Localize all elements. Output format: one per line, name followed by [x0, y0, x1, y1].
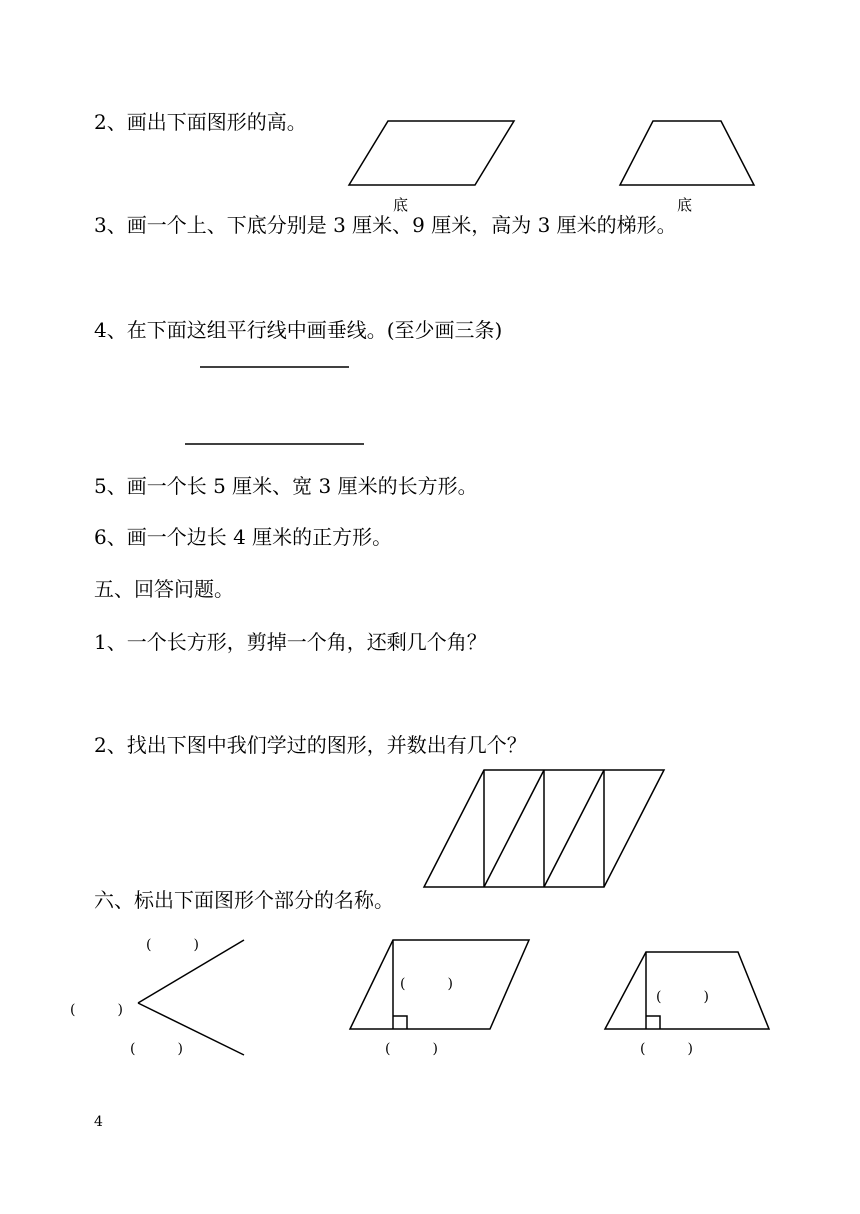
parallelogram-height-blank[interactable]: ( ) [400, 976, 453, 992]
parallelogram-base-label: 底 [393, 196, 409, 214]
angle-figure [138, 940, 244, 1055]
section-5-question-1: 1、一个长方形，剪掉一个角，还剩几个角？ [94, 630, 487, 654]
angle-side-bottom-blank[interactable]: ( ) [130, 1041, 183, 1057]
section-5-heading: 五、回答问题。 [94, 577, 234, 601]
parallelogram-base-blank[interactable]: ( ) [385, 1041, 438, 1057]
question-3-draw-trapezoid: 3、画一个上、下底分别是 3 厘米、9 厘米，高为 3 厘米的梯形。 [94, 213, 677, 237]
question-2-draw-height: 2、画出下面图形的高。 [94, 110, 307, 134]
angle-vertex-blank[interactable]: ( ) [70, 1002, 123, 1018]
q2-trapezoid [620, 121, 754, 185]
angle-side-top-blank[interactable]: ( ) [146, 937, 199, 953]
page-number: 4 [94, 1114, 103, 1130]
section-5-question-2: 2、找出下图中我们学过的图形，并数出有几个？ [94, 733, 527, 757]
q2-parallelogram [349, 121, 514, 185]
trapezoid-base-blank[interactable]: ( ) [640, 1041, 693, 1057]
composite-shape-figure [424, 770, 664, 887]
question-5-draw-rectangle: 5、画一个长 5 厘米、宽 3 厘米的长方形。 [94, 474, 478, 498]
question-6-draw-square: 6、画一个边长 4 厘米的正方形。 [94, 525, 393, 549]
section-6-heading: 六、标出下面图形个部分的名称。 [94, 888, 394, 912]
trapezoid-base-label: 底 [677, 196, 693, 214]
question-4-draw-perpendiculars: 4、在下面这组平行线中画垂线。(至少画三条) [94, 318, 503, 342]
trapezoid-height-blank[interactable]: ( ) [656, 989, 709, 1005]
